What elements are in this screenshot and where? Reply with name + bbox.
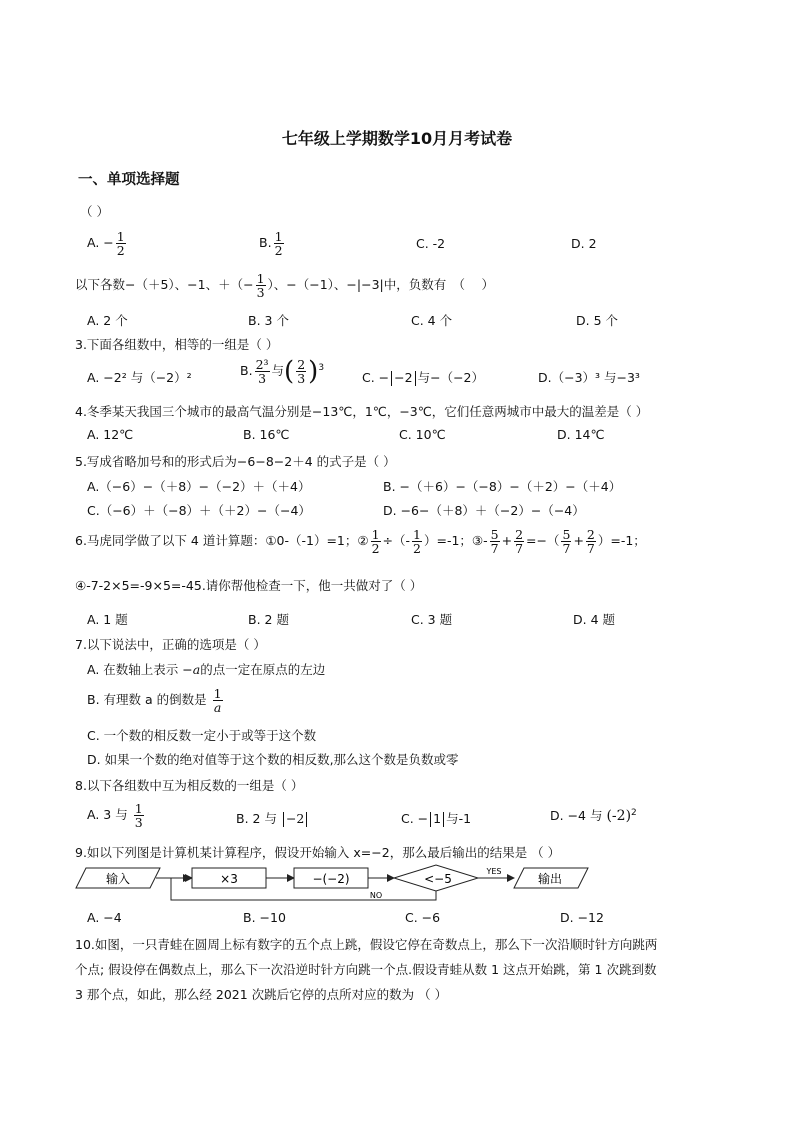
fraction: $\frac{\text{2³}}{3}$: [255, 357, 269, 387]
q9-option-c: C. −6: [405, 910, 441, 925]
fraction: $\frac{1}{a}$: [213, 686, 222, 716]
q9-option-d: D. −12: [560, 910, 604, 925]
fraction: $\frac{2}{7}$: [586, 527, 595, 557]
q7-option-c: C. 一个数的相反数一定小于或等于这个数: [87, 728, 317, 743]
fraction: $\frac{1}{2}$: [371, 527, 380, 557]
q1-option-d: D. 2: [571, 236, 597, 251]
flow-yes-label: YES: [486, 867, 502, 876]
q1-option-a: A. − $\frac{1}{2}$: [87, 229, 125, 259]
q4-stem: 4.冬季某天我国三个城市的最高气温分别是−13℃，1℃，−3℃，它们任意两城市中最大的温差是（ ）: [75, 404, 649, 419]
q3-option-b: B. $\frac{\text{2³}}{3}$ 与( $\frac{2}{3}$ )$^3$: [240, 356, 325, 387]
q2-option-d: D. 5 个: [576, 313, 618, 328]
flow-subtract-label: −(−2): [312, 872, 350, 886]
q10-line1: 10.如图，一只青蛙在圆周上标有数字的五个点上跳，假设它停在奇数点上，那么下一次沿顺时针方向跳两: [75, 937, 658, 952]
q7-option-a: A. 在数轴上表示 −a的点一定在原点的左边: [87, 662, 326, 677]
q9-option-a: A. −4: [87, 910, 122, 925]
q5-option-b: B. −（＋6）−（−8）−（＋2）−（＋4）: [383, 479, 622, 494]
flow-condition-label: <−5: [424, 872, 452, 886]
q2-option-b: B. 3 个: [248, 313, 289, 328]
q8-option-c: C. − 1 与-1: [401, 811, 472, 826]
q3-option-a: A. −2² 与（−2）²: [87, 370, 192, 385]
q9-option-b: B. −10: [243, 910, 286, 925]
q6-stem: 6.马虎同学做了以下 4 道计算题：①0-（-1）=1；② $\frac{1}{2}$ ÷（- $\frac{1}{2}$ ）=-1；③- $\frac{5}{7}$ + $\frac{2}{7}$ =−（ $\frac{5}{7}$ + $\frac{2}{7}$ ）=-1；: [75, 527, 646, 557]
q8-option-b: B. 2 与 −2: [236, 809, 309, 827]
flow-output-label: 输出: [537, 872, 563, 886]
q3-option-d: D.（−3）³ 与−3³: [538, 370, 640, 385]
fraction: $\frac{1}{3}$: [256, 271, 265, 301]
page-title: 七年级上学期数学10月月考试卷: [281, 129, 513, 148]
q10-line3: 3 那个点，如此，那么经 2021 次跳后它停的点所对应的数为 （ ）: [75, 987, 448, 1002]
q8-option-a: A. 3 与 $\frac{1}{3}$: [87, 801, 143, 831]
q9-stem: 9.如以下列图是计算机某计算程序，假设开始输入 x=−2，那么最后输出的结果是 （ ）: [75, 845, 561, 860]
q8-option-d: D. −4 与 $(-2)^2$: [550, 807, 637, 824]
fraction: $\frac{2}{7}$: [515, 527, 524, 557]
flow-no-label: NO: [369, 891, 383, 900]
flow-multiply-label: ×3: [220, 872, 238, 886]
fraction: $\frac{2}{3}$: [297, 357, 306, 387]
fraction: $\frac{1}{3}$: [134, 801, 143, 831]
section-heading: 一、单项选择题: [78, 172, 180, 188]
fraction: $\frac{1}{2}$: [274, 229, 283, 259]
q5-option-a: A.（−6）−（＋8）−（−2）＋（＋4）: [87, 479, 311, 494]
q6-option-d: D. 4 题: [573, 612, 615, 627]
q6-option-b: B. 2 题: [248, 612, 289, 627]
q1-option-c: C. -2: [416, 236, 446, 251]
fraction: $\frac{5}{7}$: [490, 527, 499, 557]
q6-option-a: A. 1 题: [87, 612, 128, 627]
q1-option-b: B. $\frac{1}{2}$: [259, 229, 283, 259]
q3-option-c: C. − −2 与−（−2）: [362, 370, 484, 385]
flow-input-label: 输入: [105, 872, 131, 886]
q3-stem: 3.下面各组数中，相等的一组是（ ）: [75, 337, 279, 352]
q4-option-a: A. 12℃: [87, 427, 134, 442]
q10-line2: 个点; 假设停在偶数点上，那么下一次沿逆时针方向跳一个点.假设青蛙从数 1 这点开始跳，第 1 次跳到数: [75, 962, 657, 977]
q2-stem: 以下各数−（＋5）、−1、＋（− $\frac{1}{3}$ ）、−（−1）、−|−3|中，负数有 （ ）: [75, 271, 494, 301]
q6-option-c: C. 3 题: [411, 612, 453, 627]
q7-option-d: D. 如果一个数的绝对值等于这个数的相反数,那么这个数是负数或零: [87, 752, 459, 767]
q4-option-b: B. 16℃: [243, 427, 290, 442]
q5-option-c: C.（−6）＋（−8）＋（＋2）−（−4）: [87, 503, 311, 518]
fraction: $\frac{1}{2}$: [413, 527, 421, 557]
q9-flowchart: [74, 862, 594, 904]
q2-option-c: C. 4 个: [411, 313, 453, 328]
q4-option-c: C. 10℃: [399, 427, 446, 442]
q2-option-a: A. 2 个: [87, 313, 128, 328]
q7-option-b: B. 有理数 a 的倒数是 $\frac{1}{a}$: [87, 686, 222, 716]
q5-stem: 5.写成省略加号和的形式后为−6−8−2＋4 的式子是（ ）: [75, 454, 396, 469]
fraction: $\frac{5}{7}$: [562, 527, 571, 557]
q6-line2: ④-7-2×5=-9×5=-45.请你帮他检查一下，他一共做对了（ ）: [75, 578, 423, 593]
q1-stem: （ ）: [80, 204, 109, 219]
q7-stem: 7.以下说法中，正确的选项是（ ）: [75, 637, 266, 652]
fraction: $\frac{1}{2}$: [116, 229, 125, 259]
q4-option-d: D. 14℃: [557, 427, 605, 442]
q8-stem: 8.以下各组数中互为相反数的一组是（ ）: [75, 778, 304, 793]
q5-option-d: D. −6−（＋8）＋（−2）−（−4）: [383, 503, 585, 518]
